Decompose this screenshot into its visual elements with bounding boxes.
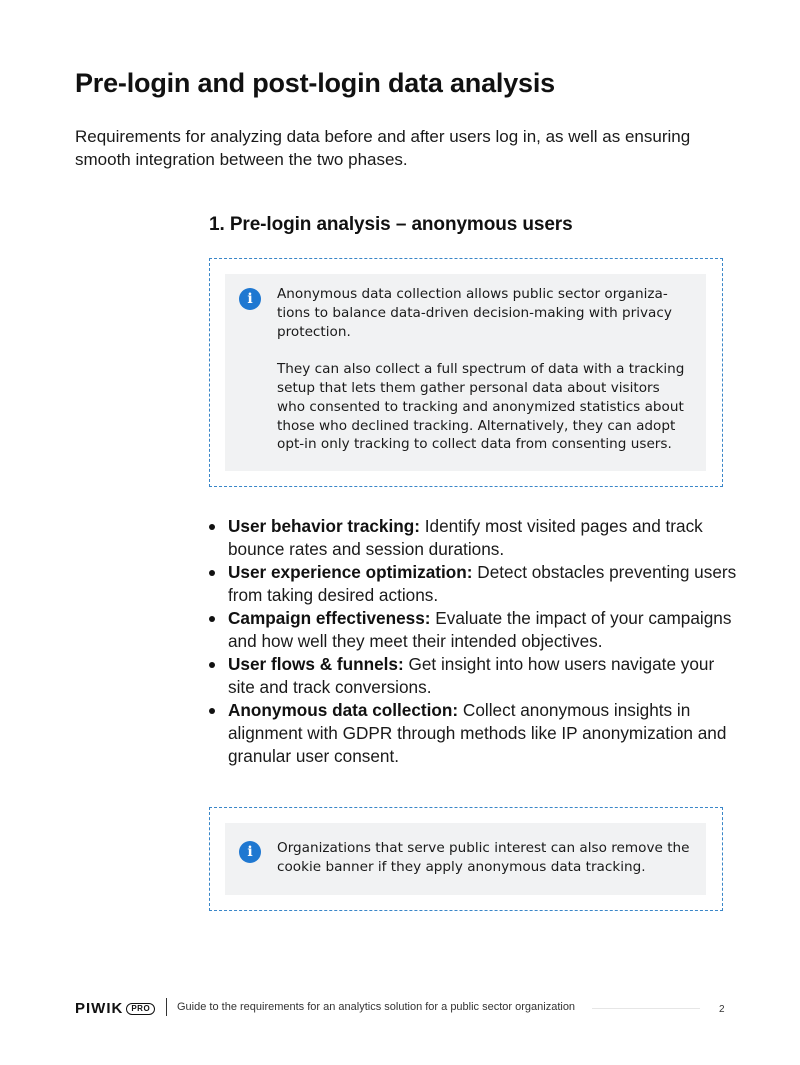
- list-item: [209, 561, 739, 607]
- footer-rule: [592, 1008, 700, 1009]
- bullet-dot: [209, 570, 215, 576]
- list-item-term: Campaign effectiveness:: [228, 608, 431, 628]
- list-item-term: User flows & funnels:: [228, 654, 404, 674]
- page-footer: [75, 998, 725, 1020]
- bullet-dot: [209, 524, 215, 530]
- feature-list: [209, 515, 739, 768]
- page-intro: Requirements for analyzing data before and after users log in, as well as ensuring smooth integration between the two phases.: [75, 127, 691, 169]
- list-item: [209, 515, 739, 561]
- list-item-text: Detect obstacles preventing users from taking desired actions.: [228, 562, 737, 605]
- list-item: [209, 699, 739, 768]
- list-item-term: Anonymous data collection:: [228, 700, 459, 720]
- list-item-text: Get insight into how users navigate your site and track conversions.: [228, 654, 715, 697]
- page-number: 2: [719, 1004, 725, 1015]
- callout-paragraph: Anonymous data collection allows public sector organiza-tions to balance data-driven decision-making with privacy protection.: [277, 286, 672, 340]
- bullet-dot: [209, 708, 215, 714]
- list-item: [209, 607, 739, 653]
- bullet-dot: [209, 662, 215, 668]
- info-callout-cookie-banner: [209, 807, 723, 911]
- page-title: Pre-login and post-login data analysis: [75, 68, 555, 98]
- list-item-term: User experience optimization:: [228, 562, 473, 582]
- callout-text: [277, 285, 692, 454]
- bullet-dot: [209, 616, 215, 622]
- callout-panel: [225, 823, 706, 895]
- piwik-pro-logo: [75, 1000, 155, 1017]
- list-item-text: Collect anonymous insights in alignment with GDPR through methods like IP anonymization and granular user consent.: [228, 700, 727, 766]
- callout-paragraph: Organizations that serve public interest can also remove the cookie banner if they apply anonymous data tracking.: [277, 840, 690, 875]
- logo-badge: PRO: [126, 1003, 155, 1015]
- info-icon: i: [239, 841, 261, 863]
- footer-guide-text: Guide to the requirements for an analytics solution for a public sector organization: [177, 1001, 576, 1013]
- callout-text: [277, 839, 692, 877]
- list-item-text: Evaluate the impact of your campaigns and how well they meet their intended objectives.: [228, 608, 732, 651]
- list-item-term: User behavior tracking:: [228, 516, 420, 536]
- footer-divider: [166, 998, 167, 1016]
- info-icon: i: [239, 288, 261, 310]
- list-item-text: Identify most visited pages and track bounce rates and session durations.: [228, 516, 703, 559]
- callout-panel: [225, 274, 706, 471]
- list-item: [209, 653, 739, 699]
- section-heading: 1. Pre-login analysis – anonymous users: [209, 214, 573, 235]
- info-callout-anonymous-data: [209, 258, 723, 487]
- logo-wordmark: PIWIK: [75, 1000, 124, 1017]
- callout-paragraph: They can also collect a full spectrum of data with a tracking setup that lets them gather personal data about visitors who consented to tracking and anonymized statistics about those who declined tracking. Alternatively, they can adopt opt-in only tracking to collect data from consenting users.: [277, 361, 685, 453]
